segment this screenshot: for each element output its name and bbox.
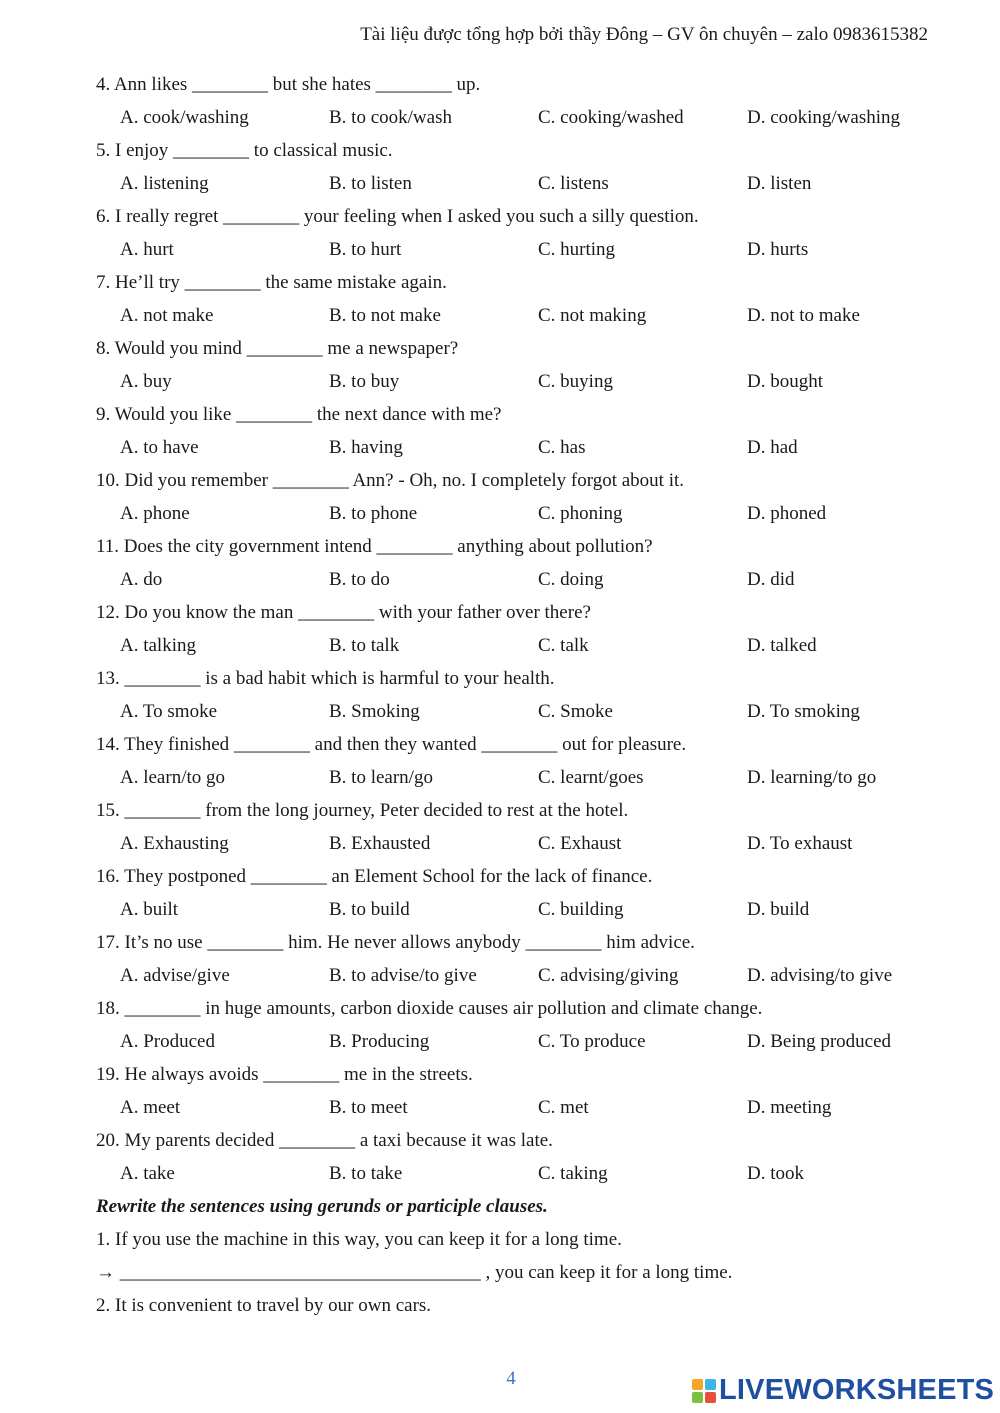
- option-d[interactable]: D. did: [747, 569, 795, 590]
- rewrite-prompt: 2. It is convenient to travel by our own cars.: [96, 1295, 432, 1316]
- option-a[interactable]: A. Exhausting: [120, 833, 229, 854]
- option-c[interactable]: C. talk: [538, 635, 589, 656]
- question-options: [96, 1025, 956, 1058]
- option-b[interactable]: B. to not make: [329, 305, 441, 326]
- question-text: 17. It’s no use ________ him. He never allows anybody ________ him advice.: [96, 932, 695, 953]
- question-text: 15. ________ from the long journey, Peter decided to rest at the hotel.: [96, 800, 629, 821]
- option-d[interactable]: D. listen: [747, 173, 812, 194]
- option-a[interactable]: A. to have: [120, 437, 199, 458]
- option-b[interactable]: B. to buy: [329, 371, 400, 392]
- option-d[interactable]: D. build: [747, 899, 810, 920]
- liveworksheets-logo: [692, 1374, 994, 1407]
- question-options: [96, 827, 956, 860]
- option-c[interactable]: C. met: [538, 1097, 589, 1118]
- option-b[interactable]: B. to advise/to give: [329, 965, 477, 986]
- question-options: [96, 563, 956, 596]
- option-c[interactable]: C. doing: [538, 569, 604, 590]
- question-text: 12. Do you know the man ________ with your father over there?: [96, 602, 591, 623]
- option-d[interactable]: D. hurts: [747, 239, 809, 260]
- option-d[interactable]: D. advising/to give: [747, 965, 893, 986]
- option-c[interactable]: C. learnt/goes: [538, 767, 644, 788]
- option-d[interactable]: D. meeting: [747, 1097, 832, 1118]
- option-a[interactable]: A. talking: [120, 635, 196, 656]
- option-b[interactable]: B. to cook/wash: [329, 107, 452, 128]
- option-a[interactable]: A. listening: [120, 173, 209, 194]
- option-c[interactable]: C. buying: [538, 371, 613, 392]
- rewrite-prompt: 1. If you use the machine in this way, you can keep it for a long time.: [96, 1229, 622, 1250]
- question-options: [96, 167, 956, 200]
- option-c[interactable]: C. phoning: [538, 503, 623, 524]
- option-c[interactable]: C. Smoke: [538, 701, 613, 722]
- question-text: 5. I enjoy ________ to classical music.: [96, 140, 393, 161]
- option-b[interactable]: B. to listen: [329, 173, 412, 194]
- option-c[interactable]: C. cooking/washed: [538, 107, 684, 128]
- page-header: Tài liệu được tổng hợp bởi thầy Đông – GV ôn chuyên – zalo 0983615382: [360, 24, 928, 45]
- liveworksheets-grid-icon: [692, 1379, 716, 1403]
- option-b[interactable]: B. Smoking: [329, 701, 420, 722]
- option-b[interactable]: B. to take: [329, 1163, 403, 1184]
- option-a[interactable]: A. meet: [120, 1097, 181, 1118]
- option-b[interactable]: B. to meet: [329, 1097, 408, 1118]
- question-options: [96, 761, 956, 794]
- option-d[interactable]: D. phoned: [747, 503, 827, 524]
- question-options: [96, 299, 956, 332]
- option-b[interactable]: B. to hurt: [329, 239, 402, 260]
- option-a[interactable]: A. built: [120, 899, 179, 920]
- option-d[interactable]: D. not to make: [747, 305, 860, 326]
- option-b[interactable]: B. to build: [329, 899, 410, 920]
- option-c[interactable]: C. not making: [538, 305, 647, 326]
- option-d[interactable]: D. cooking/washing: [747, 107, 901, 128]
- option-a[interactable]: A. cook/washing: [120, 107, 249, 128]
- section-title: Rewrite the sentences using gerunds or participle clauses.: [96, 1196, 548, 1217]
- rewrite-section: [96, 1190, 956, 1322]
- option-c[interactable]: C. building: [538, 899, 624, 920]
- option-b[interactable]: B. Producing: [329, 1031, 430, 1052]
- option-d[interactable]: D. Being produced: [747, 1031, 892, 1052]
- question-options: [96, 1157, 956, 1190]
- option-b[interactable]: B. to talk: [329, 635, 400, 656]
- option-a[interactable]: A. not make: [120, 305, 214, 326]
- option-a[interactable]: A. phone: [120, 503, 190, 524]
- worksheet-content: [96, 68, 956, 1322]
- page-number: 4: [506, 1368, 516, 1389]
- question-options: [96, 431, 956, 464]
- option-b[interactable]: B. to learn/go: [329, 767, 433, 788]
- option-a[interactable]: A. buy: [120, 371, 172, 392]
- question-text: 4. Ann likes ________ but she hates ________ up.: [96, 74, 481, 95]
- question-options: [96, 497, 956, 530]
- option-c[interactable]: C. Exhaust: [538, 833, 622, 854]
- option-c[interactable]: C. has: [538, 437, 586, 458]
- option-b[interactable]: B. Exhausted: [329, 833, 431, 854]
- question-options: [96, 629, 956, 662]
- question-text: 10. Did you remember ________ Ann? - Oh, no. I completely forgot about it.: [96, 470, 685, 491]
- option-d[interactable]: D. bought: [747, 371, 823, 392]
- option-d[interactable]: D. learning/to go: [747, 767, 877, 788]
- question-options: [96, 893, 956, 926]
- option-d[interactable]: D. took: [747, 1163, 804, 1184]
- option-d[interactable]: D. talked: [747, 635, 817, 656]
- option-d[interactable]: D. had: [747, 437, 798, 458]
- option-b[interactable]: B. to do: [329, 569, 390, 590]
- question-list: [96, 68, 956, 1190]
- question-text: 14. They finished ________ and then they wanted ________ out for pleasure.: [96, 734, 687, 755]
- question-options: [96, 959, 956, 992]
- question-options: [96, 695, 956, 728]
- question-text: 20. My parents decided ________ a taxi because it was late.: [96, 1130, 553, 1151]
- option-d[interactable]: D. To smoking: [747, 701, 860, 722]
- question-text: 8. Would you mind ________ me a newspaper?: [96, 338, 459, 359]
- option-a[interactable]: A. do: [120, 569, 163, 590]
- option-c[interactable]: C. listens: [538, 173, 609, 194]
- option-c[interactable]: C. taking: [538, 1163, 608, 1184]
- brand-name: LIVEWORKSHEETS: [719, 1374, 995, 1406]
- question-options: [96, 101, 956, 134]
- option-a[interactable]: A. advise/give: [120, 965, 230, 986]
- question-text: 9. Would you like ________ the next dance with me?: [96, 404, 502, 425]
- question-text: 18. ________ in huge amounts, carbon dioxide causes air pollution and climate change.: [96, 998, 763, 1019]
- question-text: 13. ________ is a bad habit which is harmful to your health.: [96, 668, 555, 689]
- rewrite-answer-line[interactable]: → ______________________________________ , you can keep it for a long time.: [96, 1262, 733, 1283]
- option-c[interactable]: C. To produce: [538, 1031, 646, 1052]
- question-text: 11. Does the city government intend ________ anything about pollution?: [96, 536, 653, 557]
- option-a[interactable]: A. learn/to go: [120, 767, 226, 788]
- question-options: [96, 233, 956, 266]
- option-a[interactable]: A. hurt: [120, 239, 174, 260]
- question-text: 19. He always avoids ________ me in the streets.: [96, 1064, 473, 1085]
- option-b[interactable]: B. having: [329, 437, 403, 458]
- question-text: 16. They postponed ________ an Element School for the lack of finance.: [96, 866, 653, 887]
- option-a[interactable]: A. Produced: [120, 1031, 215, 1052]
- question-text: 6. I really regret ________ your feeling when I asked you such a silly question.: [96, 206, 699, 227]
- option-d[interactable]: D. To exhaust: [747, 833, 853, 854]
- option-c[interactable]: C. advising/giving: [538, 965, 679, 986]
- question-text: 7. He’ll try ________ the same mistake again.: [96, 272, 447, 293]
- question-options: [96, 365, 956, 398]
- question-options: [96, 1091, 956, 1124]
- option-c[interactable]: C. hurting: [538, 239, 616, 260]
- option-a[interactable]: A. take: [120, 1163, 175, 1184]
- option-a[interactable]: A. To smoke: [120, 701, 218, 722]
- option-b[interactable]: B. to phone: [329, 503, 418, 524]
